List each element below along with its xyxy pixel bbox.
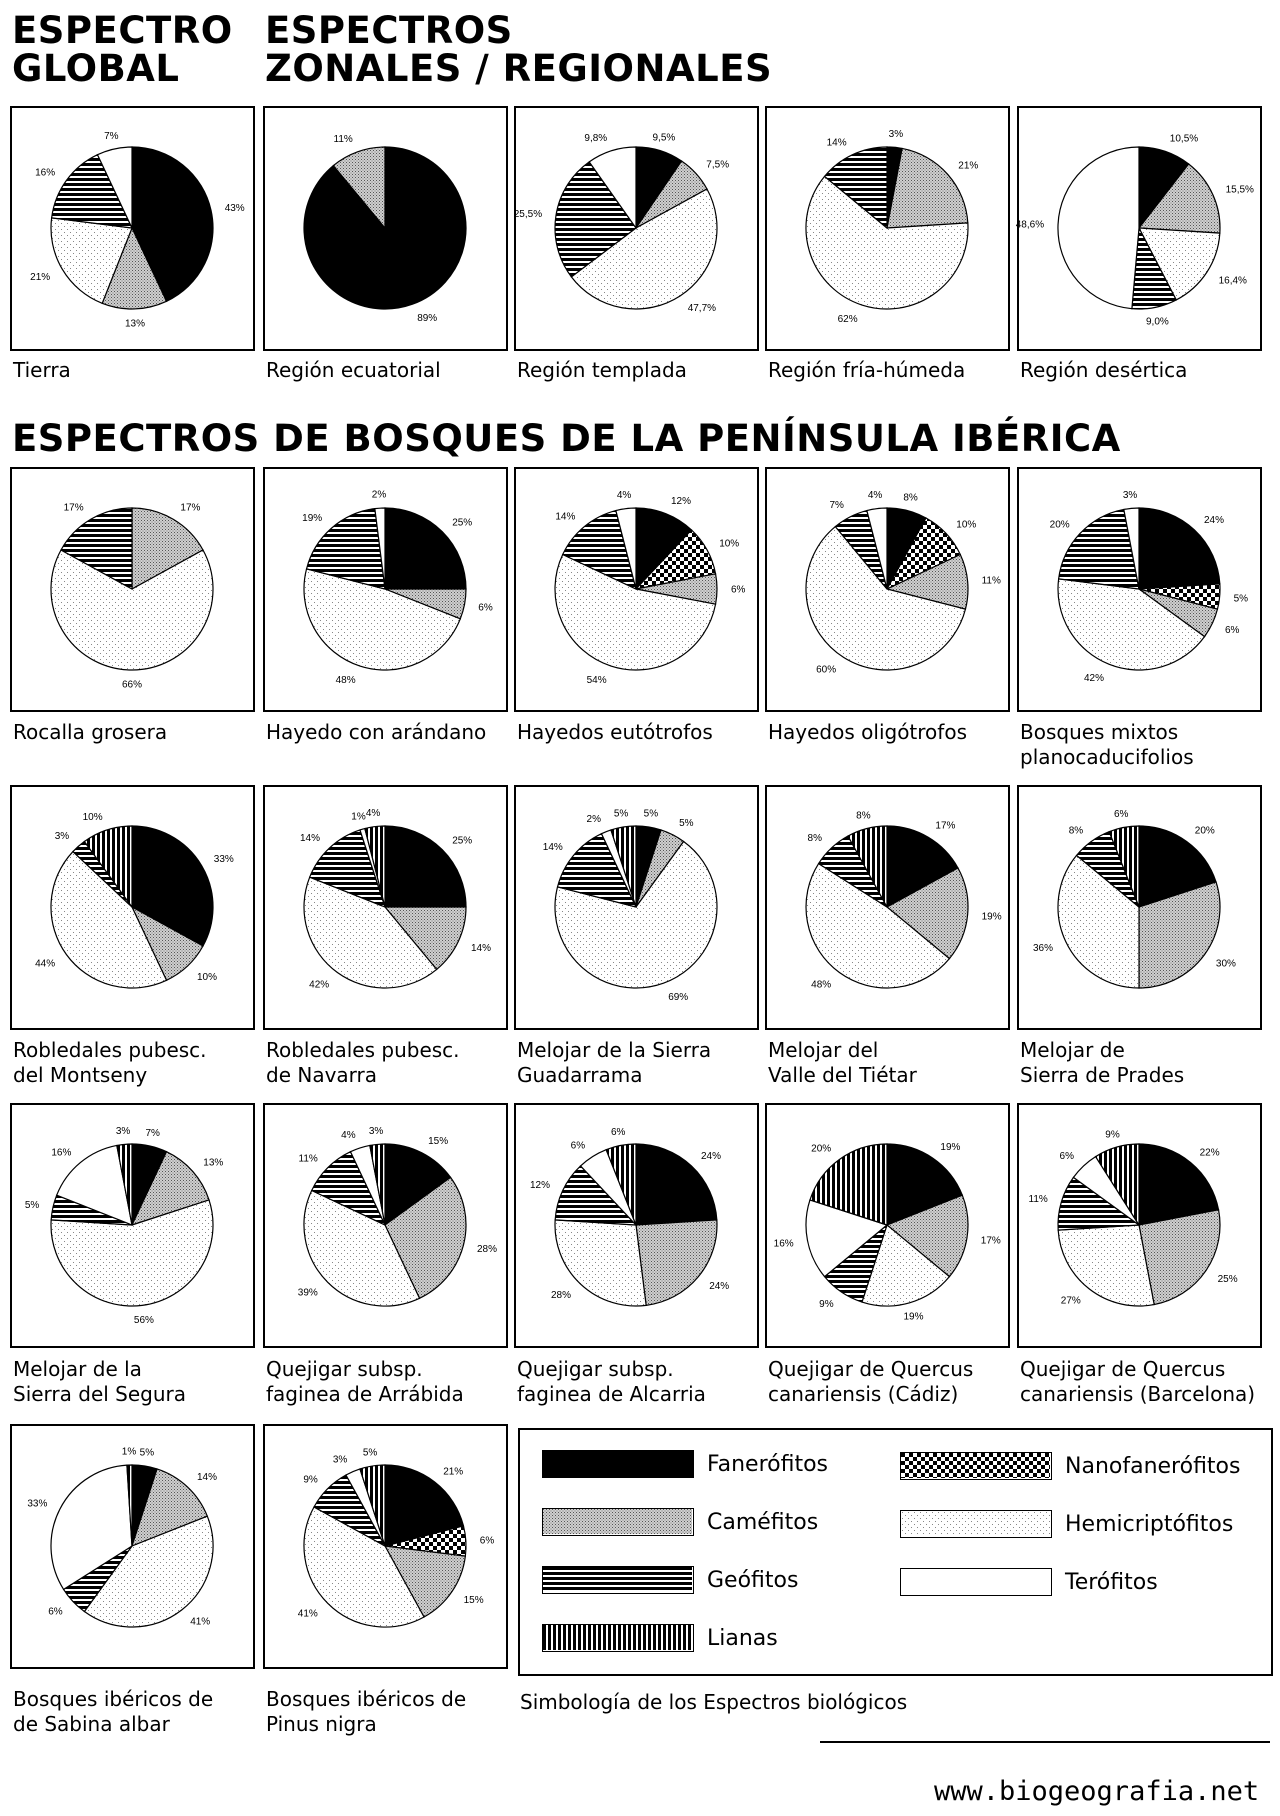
swatch-nanofanerofitos [900,1452,1052,1480]
slice-label-lianas: 4% [365,808,381,820]
chart-caption-region-templada: Región templada [517,358,687,382]
chart-caption-region-desertica: Región desértica [1020,358,1188,382]
swatch-geofitos [542,1566,694,1594]
slice-label-lianas: 20% [811,1143,832,1155]
slice-label-camefitos: 6% [478,602,493,614]
pie-chart-rocalla-grosera [12,469,253,710]
pie-chart-quejigar-subsp-faginea-de-alcarria [516,1105,757,1346]
slice-label-lianas: 10% [82,812,103,824]
slice-label-terofitos: 2% [371,489,387,501]
chart-caption-robledales-pubesc-del-montseny: Robledales pubesc. del Montseny [13,1038,207,1087]
chart-panel-hayedos-eutotrofos [514,467,759,712]
chart-panel-melojar-de-la-sierra-guadarrama [514,785,759,1030]
slice-label-lianas: 6% [610,1127,626,1139]
slice-label-geofitos: 9% [303,1474,318,1486]
slice-label-terofitos: 2% [586,814,601,826]
chart-caption-quejigar-subsp-faginea-de-arrabida: Quejigar subsp. faginea de Arrábida [266,1357,464,1406]
chart-caption-bosques-ibericos-de-pinus-nigra: Bosques ibéricos de Pinus nigra [266,1687,467,1736]
chart-panel-quejigar-de-quercus-canariensis-cadiz [765,1103,1010,1348]
slice-label-geofitos: 7% [829,499,844,511]
slice-label-hemicriptofitos: 21% [30,271,51,283]
chart-panel-bosques-ibericos-de-de-sabina-albar [10,1424,255,1669]
slice-label-hemicriptofitos: 41% [297,1608,318,1620]
footer-url[interactable]: www.biogeografia.net [934,1776,1260,1807]
pie-chart-hayedos-oligotrofos [767,469,1008,710]
slice-label-terofitos: 3% [1122,489,1138,501]
slice-label-fanerofitos: 33% [213,854,234,866]
chart-caption-hayedo-con-arandano: Hayedo con arándano [266,720,487,744]
slice-label-camefitos: 11% [333,134,353,146]
chart-panel-robledales-pubesc-del-montseny [10,785,255,1030]
legend-label-nanofanerofitos: Nanofanerófitos [1065,1454,1241,1479]
slice-label-hemicriptofitos: 66% [121,679,143,691]
slice-label-hemicriptofitos: 42% [1083,672,1104,684]
legend-label-geofitos: Geófitos [707,1568,799,1593]
slice-label-geofitos: 11% [1028,1194,1048,1205]
chart-panel-melojar-de-sierra-de-prades [1017,785,1262,1030]
pie-chart-region-templada [513,108,757,349]
pie-chart-region-desertica [1015,108,1260,349]
slice-label-camefitos: 25% [1217,1273,1238,1285]
chart-panel-quejigar-de-quercus-canariensis-barcelona [1017,1103,1262,1348]
slice-label-hemicriptofitos: 54% [586,674,607,686]
slice-label-camefitos: 21% [958,160,979,172]
slice-label-camefitos: 13% [124,318,146,330]
slice-label-camefitos: 19% [981,911,1002,923]
pie-chart-quejigar-subsp-faginea-de-arrabida [265,1105,506,1346]
pie-slice-camefitos [636,1220,717,1305]
pie-chart-bosques-mixtos-planocaducifolios [1019,469,1260,710]
pie-slice-terofitos [1058,147,1139,309]
chart-panel-quejigar-subsp-faginea-de-arrabida [263,1103,508,1348]
slice-label-geofitos: 8% [1068,825,1084,837]
chart-panel-melojar-del-valle-del-tietar [765,785,1010,1030]
slice-label-fanerofitos: 5% [139,1447,155,1459]
chart-panel-bosques-mixtos-planocaducifolios [1017,467,1262,712]
slice-label-fanerofitos: 3% [888,128,904,140]
legend-label-hemicriptofitos: Hemicriptófitos [1065,1512,1234,1537]
chart-panel-hayedo-con-arandano [263,467,508,712]
slice-label-fanerofitos: 9,5% [652,132,676,144]
slice-label-fanerofitos: 25% [452,517,473,529]
chart-caption-melojar-de-sierra-de-prades: Melojar de Sierra de Prades [1020,1038,1185,1087]
swatch-terofitos [900,1568,1052,1596]
slice-label-nanofanerofitos: 10% [719,538,740,550]
slice-label-terofitos: 4% [341,1130,356,1142]
slice-label-nanofanerofitos: 10% [956,519,977,531]
slice-label-lianas: 8% [856,810,871,822]
slice-label-hemicriptofitos: 69% [668,991,689,1003]
chart-caption-melojar-de-la-sierra-guadarrama: Melojar de la Sierra Guadarrama [517,1038,712,1087]
slice-label-terofitos: 16% [51,1147,72,1159]
chart-panel-region-fria-humeda [765,106,1010,351]
pie-chart-melojar-de-sierra-de-prades [1019,787,1260,1028]
slice-label-hemicriptofitos: 39% [297,1287,318,1299]
slice-label-lianas: 5% [613,808,629,820]
footer-rule [820,1741,1270,1743]
chart-caption-melojar-de-la-sierra-del-segura: Melojar de la Sierra del Segura [13,1357,187,1406]
slice-label-terofitos: 33% [27,1498,48,1510]
slice-label-geofitos: 11% [298,1153,318,1165]
slice-label-geofitos: 16% [35,167,56,179]
swatch-camefitos [542,1508,694,1536]
chart-panel-bosques-ibericos-de-pinus-nigra [263,1424,508,1669]
slice-label-fanerofitos: 20% [1194,825,1215,837]
slice-label-geofitos: 12% [529,1180,550,1192]
slice-label-geofitos: 14% [299,833,320,845]
pie-slice-hemicriptofitos [1058,1225,1154,1306]
slice-label-camefitos: 17% [180,502,201,514]
slice-label-camefitos: 7,5% [706,159,730,171]
slice-label-fanerofitos: 25% [452,835,473,847]
slice-label-nanofanerofitos: 6% [479,1535,495,1547]
slice-label-nanofanerofitos: 5% [1233,593,1249,605]
slice-label-fanerofitos: 7% [145,1127,160,1139]
slice-label-geofitos: 8% [807,833,822,845]
slice-label-hemicriptofitos: 28% [550,1289,571,1301]
legend-label-fanerofitos: Fanerófitos [707,1452,829,1477]
slice-label-geofitos: 25,5% [513,208,543,220]
chart-panel-region-ecuatorial [263,106,508,351]
slice-label-camefitos: 24% [709,1281,730,1293]
pie-chart-hayedo-con-arandano [265,469,506,710]
slice-label-camefitos: 13% [203,1157,224,1169]
slice-label-terofitos: 6% [570,1140,586,1152]
slice-label-terofitos: 16% [773,1238,794,1250]
chart-panel-tierra [10,106,255,351]
slice-label-camefitos: 14% [471,942,492,954]
slice-label-geofitos: 17% [63,502,84,514]
slice-label-terofitos: 1% [351,811,366,823]
slice-label-hemicriptofitos: 44% [35,958,56,970]
pie-chart-quejigar-de-quercus-canariensis-cadiz [767,1105,1008,1346]
heading-global: ESPECTRO GLOBAL [12,9,233,90]
chart-caption-tierra: Tierra [13,358,71,382]
slice-label-fanerofitos: 17% [935,820,956,832]
chart-panel-region-desertica [1017,106,1262,351]
slice-label-fanerofitos: 21% [443,1466,464,1478]
chart-panel-melojar-de-la-sierra-del-segura [10,1103,255,1348]
slice-label-camefitos: 30% [1215,958,1236,970]
slice-label-terofitos: 7% [104,130,119,142]
slice-label-geofitos: 14% [542,841,563,853]
slice-label-camefitos: 15% [463,1594,484,1606]
slice-label-geofitos: 14% [555,511,576,523]
slice-label-hemicriptofitos: 42% [309,979,330,991]
slice-label-lianas: 3% [368,1125,384,1137]
slice-label-camefitos: 6% [731,584,746,596]
slice-label-hemicriptofitos: 36% [1032,942,1053,954]
slice-label-hemicriptofitos: 48% [335,674,356,686]
slice-label-geofitos: 3% [54,831,70,843]
pie-chart-melojar-de-la-sierra-guadarrama [516,787,757,1028]
slice-label-terofitos: 3% [332,1454,348,1466]
chart-caption-quejigar-de-quercus-canariensis-cadiz: Quejigar de Quercus canariensis (Cádiz) [768,1357,974,1406]
pie-chart-quejigar-de-quercus-canariensis-barcelona [1019,1105,1260,1346]
swatch-lianas [542,1624,694,1652]
slice-label-geofitos: 5% [24,1199,40,1211]
pie-chart-tierra [12,108,253,349]
chart-panel-region-templada [514,106,759,351]
chart-panel-rocalla-grosera [10,467,255,712]
slice-label-geofitos: 19% [302,513,323,525]
slice-label-fanerofitos: 24% [1204,515,1225,527]
slice-label-hemicriptofitos: 60% [816,664,837,676]
slice-label-geofitos: 20% [1049,519,1070,531]
slice-label-geofitos: 9,0% [1146,316,1169,328]
chart-caption-quejigar-subsp-faginea-de-alcarria: Quejigar subsp. faginea de Alcarria [517,1357,706,1406]
pie-chart-robledales-pubesc-del-montseny [12,787,253,1028]
legend-label-terofitos: Terófitos [1065,1570,1158,1595]
slice-label-fanerofitos: 22% [1199,1147,1220,1159]
chart-panel-robledales-pubesc-de-navarra [263,785,508,1030]
slice-label-fanerofitos: 15% [428,1135,449,1147]
slice-label-fanerofitos: 10,5% [1169,133,1199,145]
slice-label-lianas: 5% [362,1447,378,1459]
slice-label-hemicriptofitos: 62% [837,313,858,325]
slice-label-camefitos: 5% [679,817,694,829]
slice-label-geofitos: 14% [826,137,847,149]
chart-panel-quejigar-subsp-faginea-de-alcarria [514,1103,759,1348]
chart-caption-bosques-ibericos-de-de-sabina-albar: Bosques ibéricos de de Sabina albar [13,1687,214,1736]
chart-caption-melojar-del-valle-del-tietar: Melojar del Valle del Tiétar [768,1038,917,1087]
slice-label-camefitos: 28% [477,1244,498,1256]
pie-chart-hayedos-eutotrofos [516,469,757,710]
swatch-fanerofitos [542,1450,694,1478]
slice-label-fanerofitos: 43% [224,202,245,214]
slice-label-fanerofitos: 19% [940,1141,961,1153]
slice-label-camefitos: 17% [980,1235,1001,1247]
swatch-hemicriptofitos [900,1510,1052,1538]
slice-label-hemicriptofitos: 56% [133,1314,154,1326]
slice-label-hemicriptofitos: 47,7% [687,303,717,315]
slice-label-lianas: 1% [121,1446,137,1458]
slice-label-fanerofitos: 24% [701,1151,722,1163]
chart-caption-region-fria-humeda: Región fría-húmeda [768,358,966,382]
pie-chart-bosques-ibericos-de-de-sabina-albar [12,1426,253,1667]
slice-label-camefitos: 6% [1225,624,1240,636]
slice-label-camefitos: 15,5% [1225,184,1254,196]
slice-label-fanerofitos: 5% [643,808,659,820]
slice-label-fanerofitos: 8% [903,492,918,504]
slice-label-hemicriptofitos: 41% [190,1616,211,1628]
chart-caption-region-ecuatorial: Región ecuatorial [266,358,441,382]
slice-label-hemicriptofitos: 19% [903,1311,924,1323]
heading-zonal: ESPECTROS ZONALES / REGIONALES [265,9,773,90]
slice-label-terofitos: 48,6% [1015,219,1045,231]
chart-panel-hayedos-oligotrofos [765,467,1010,712]
slice-label-terofitos: 4% [616,490,632,502]
legend-label-lianas: Lianas [707,1626,778,1651]
slice-label-lianas: 9% [1105,1129,1120,1141]
slice-label-hemicriptofitos: 16,4% [1218,275,1247,287]
pie-chart-region-ecuatorial [265,108,506,349]
slice-label-lianas: 6% [1113,809,1129,821]
legend-box [518,1428,1273,1676]
slice-label-lianas: 3% [115,1125,131,1137]
slice-label-fanerofitos: 89% [417,312,438,324]
pie-chart-melojar-de-la-sierra-del-segura [12,1105,253,1346]
pie-chart-melojar-del-valle-del-tietar [767,787,1008,1028]
chart-caption-rocalla-grosera: Rocalla grosera [13,720,168,744]
slice-label-camefitos: 10% [197,971,218,983]
chart-caption-robledales-pubesc-de-navarra: Robledales pubesc. de Navarra [266,1038,460,1087]
slice-label-geofitos: 6% [48,1606,63,1618]
slice-label-geofitos: 9% [819,1299,834,1311]
slice-label-camefitos: 14% [197,1472,218,1484]
pie-chart-bosques-ibericos-de-pinus-nigra [265,1426,506,1667]
legend-label-camefitos: Caméfitos [707,1510,819,1535]
chart-caption-bosques-mixtos-planocaducifolios: Bosques mixtos planocaducifolios [1020,720,1194,769]
slice-label-fanerofitos: 12% [671,496,692,508]
pie-chart-robledales-pubesc-de-navarra [265,787,506,1028]
slice-label-camefitos: 11% [981,575,1001,587]
chart-caption-hayedos-eutotrofos: Hayedos eutótrofos [517,720,713,744]
slice-label-terofitos: 4% [867,490,883,502]
pie-chart-region-fria-humeda [767,108,1008,349]
slice-label-terofitos: 6% [1059,1151,1074,1163]
heading-iberia: ESPECTROS DE BOSQUES DE LA PENÍNSULA IBÉRICA [12,417,1121,460]
slice-label-hemicriptofitos: 48% [811,979,832,991]
chart-caption-quejigar-de-quercus-canariensis-barcelona: Quejigar de Quercus canariensis (Barcelona) [1020,1357,1256,1406]
chart-caption-hayedos-oligotrofos: Hayedos oligótrofos [768,720,967,744]
slice-label-terofitos: 9,8% [584,133,608,144]
slice-label-hemicriptofitos: 27% [1060,1295,1081,1307]
legend-title: Simbología de los Espectros biológicos [520,1690,908,1714]
